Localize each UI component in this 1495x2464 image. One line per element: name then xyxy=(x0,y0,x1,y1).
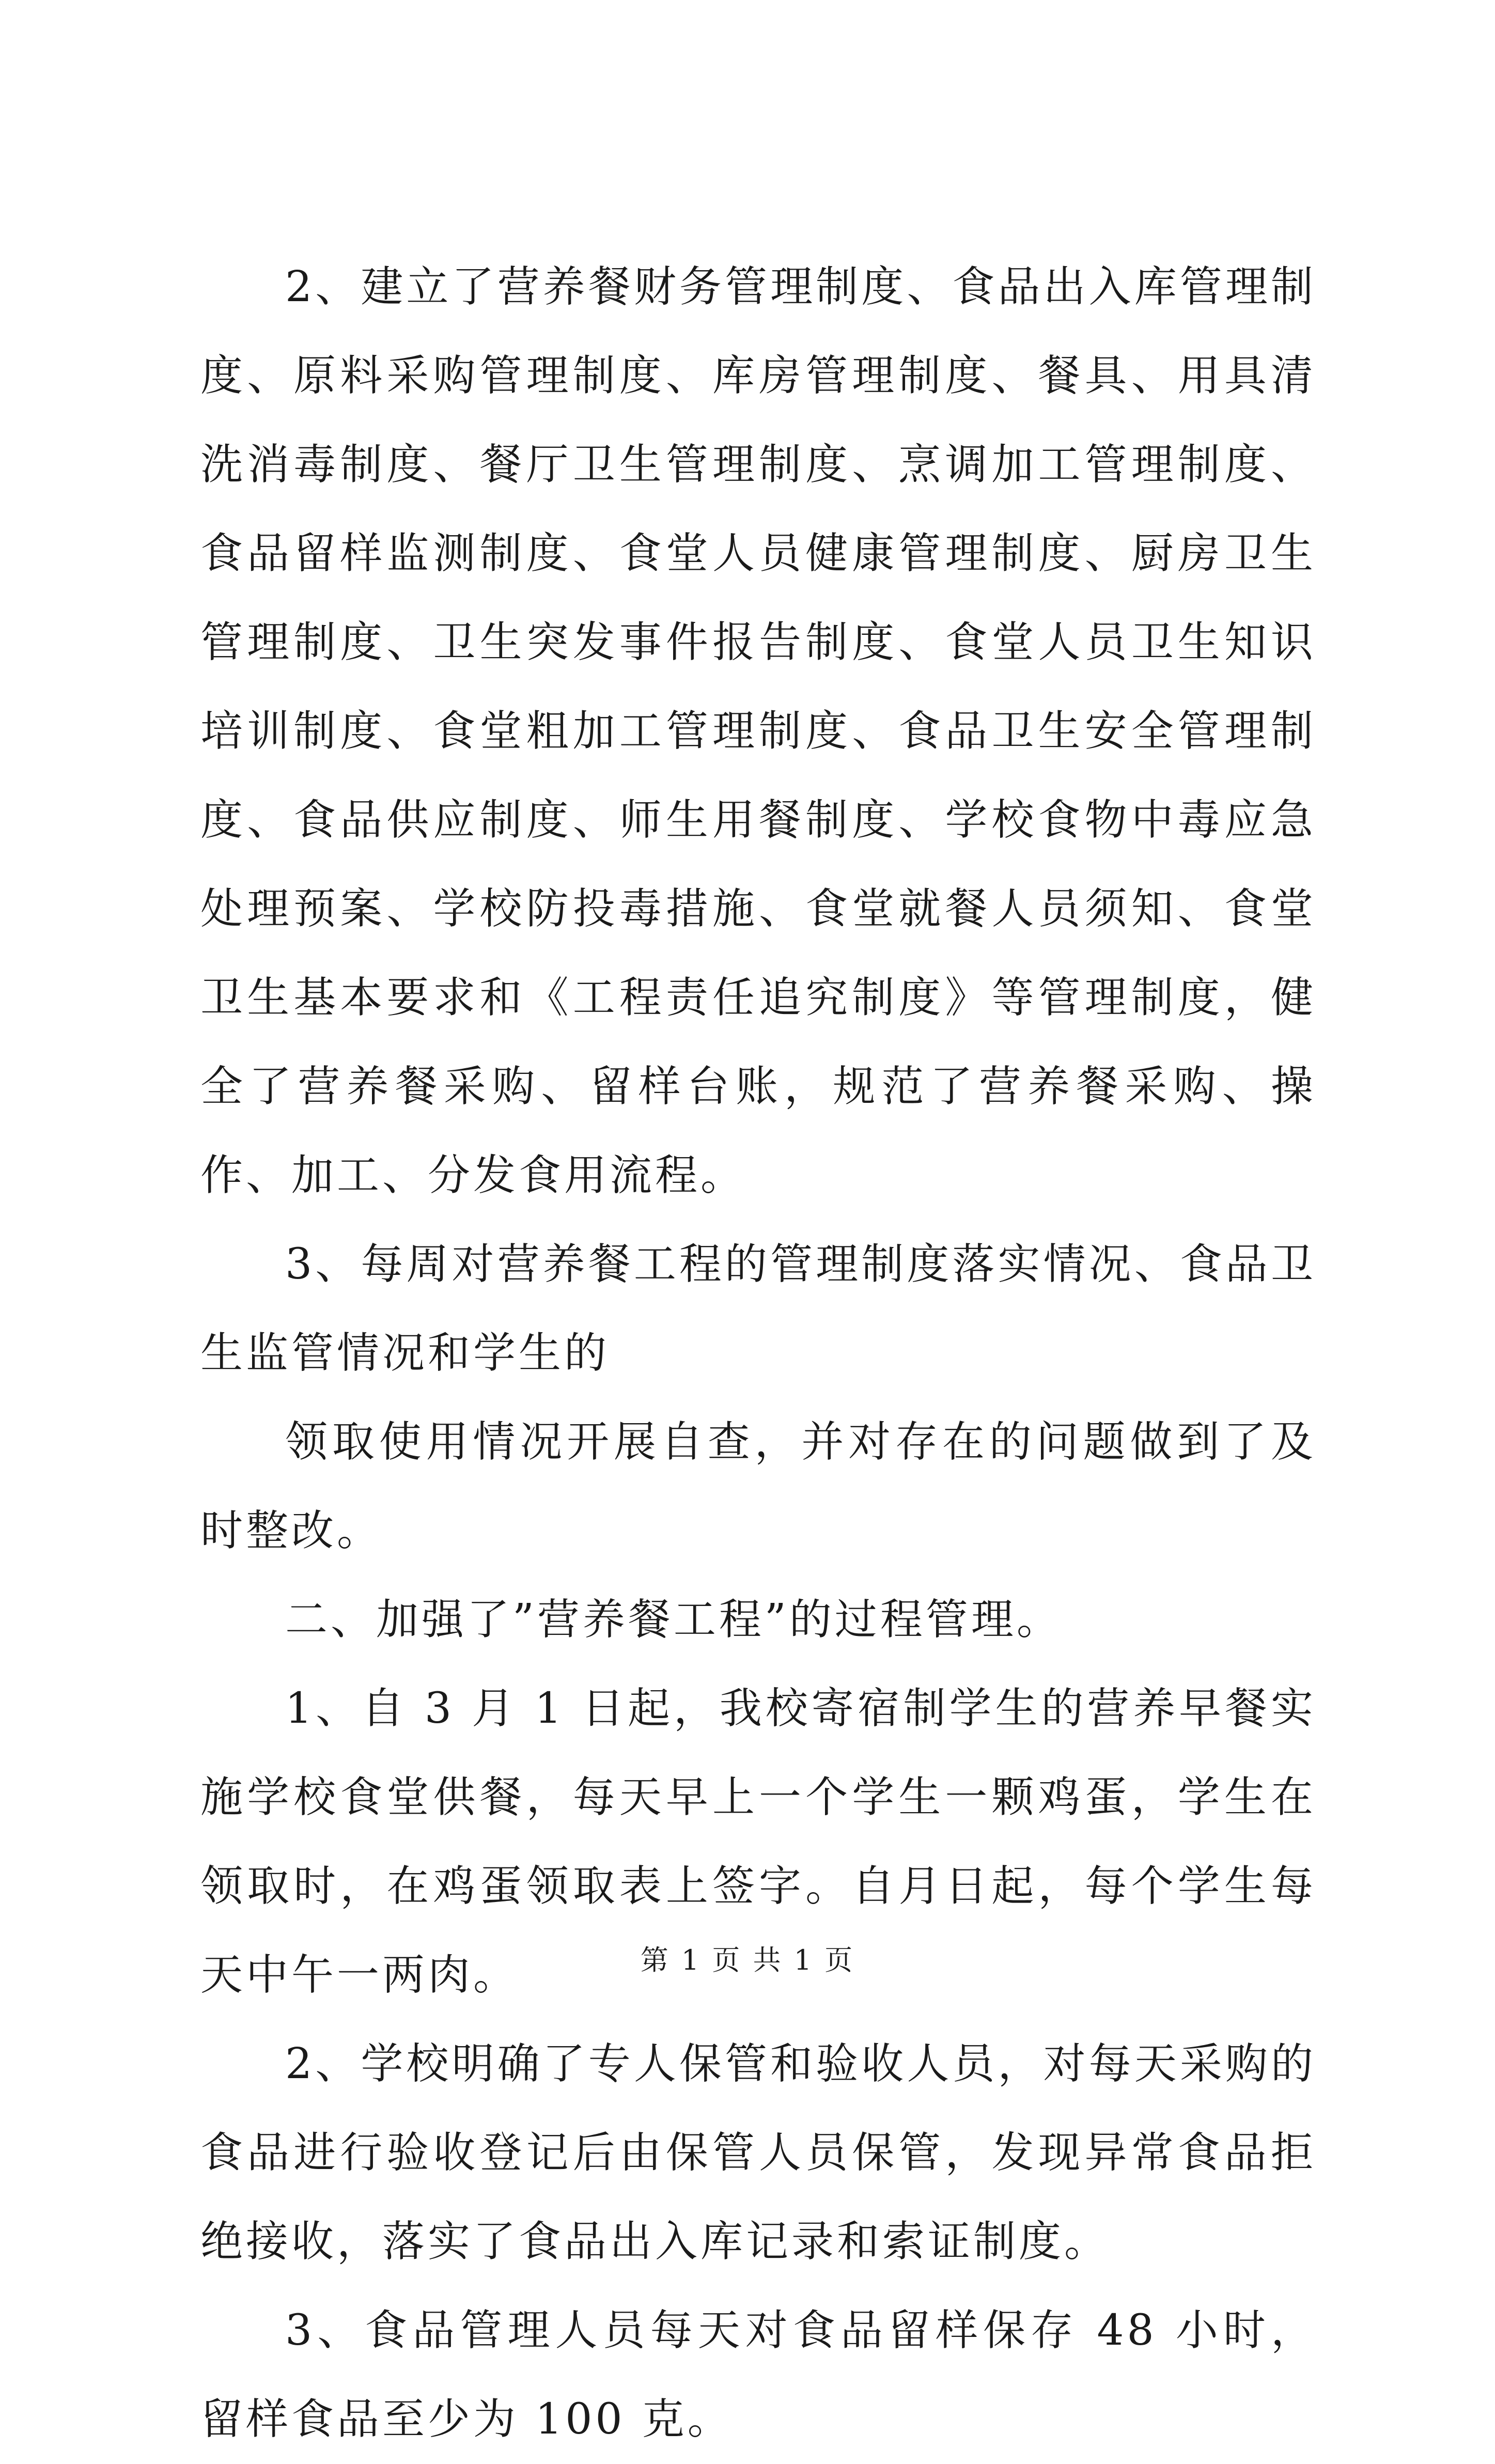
section-heading-process-management: 二、加强了”营养餐工程”的过程管理。 xyxy=(285,1595,1062,1644)
paragraph-weekly-check: 3、每周对营养餐工程的管理制度落实情况、食品卫生监管情况和学生的 xyxy=(200,1240,1316,1378)
paragraph-sample-retention: 3、食品管理人员每天对食品留样保存 48 小时，留样食品至少为 100 克。 xyxy=(200,2306,1316,2444)
paragraph-self-inspection: 领取使用情况开展自查，并对存在的问题做到了及时整改。 xyxy=(200,1417,1316,1555)
document-body xyxy=(200,243,1316,2464)
page-number-footer: 第 1 页 共 1 页 xyxy=(640,1944,855,1976)
paragraph-custody-acceptance: 2、学校明确了专人保管和验收人员，对每天采购的食品进行验收登记后由保管人员保管，发现异常食品拒绝接收，落实了食品出入库记录和索证制度。 xyxy=(200,2039,1316,2266)
paragraph-breakfast-supply: 1、自 3 月 1 日起，我校寄宿制学生的营养早餐实施学校食堂供餐，每天早上一个学生一颗鸡蛋，学生在领取时，在鸡蛋领取表上签字。自月日起，每个学生每天中午一两肉。 xyxy=(200,1684,1316,2000)
paragraph-systems-list: 2、建立了营养餐财务管理制度、食品出入库管理制度、原料采购管理制度、库房管理制度、餐具、用具清洗消毒制度、餐厅卫生管理制度、烹调加工管理制度、食品留样监测制度、食堂人员健康管理制度、厨房卫生管理制度、卫生突发事件报告制度、食堂人员卫生知识培训制度、食堂粗加工管理制度、食品卫生安全管理制度、食品供应制度、师生用餐制度、学校食物中毒应急处理预案、学校防投毒措施、食堂就餐人员须知、食堂卫生基本要求和《工程责任追究制度》等管理制度，健全了营养餐采购、留样台账，规范了营养餐采购、操作、加工、分发食用流程。 xyxy=(200,262,1316,1200)
